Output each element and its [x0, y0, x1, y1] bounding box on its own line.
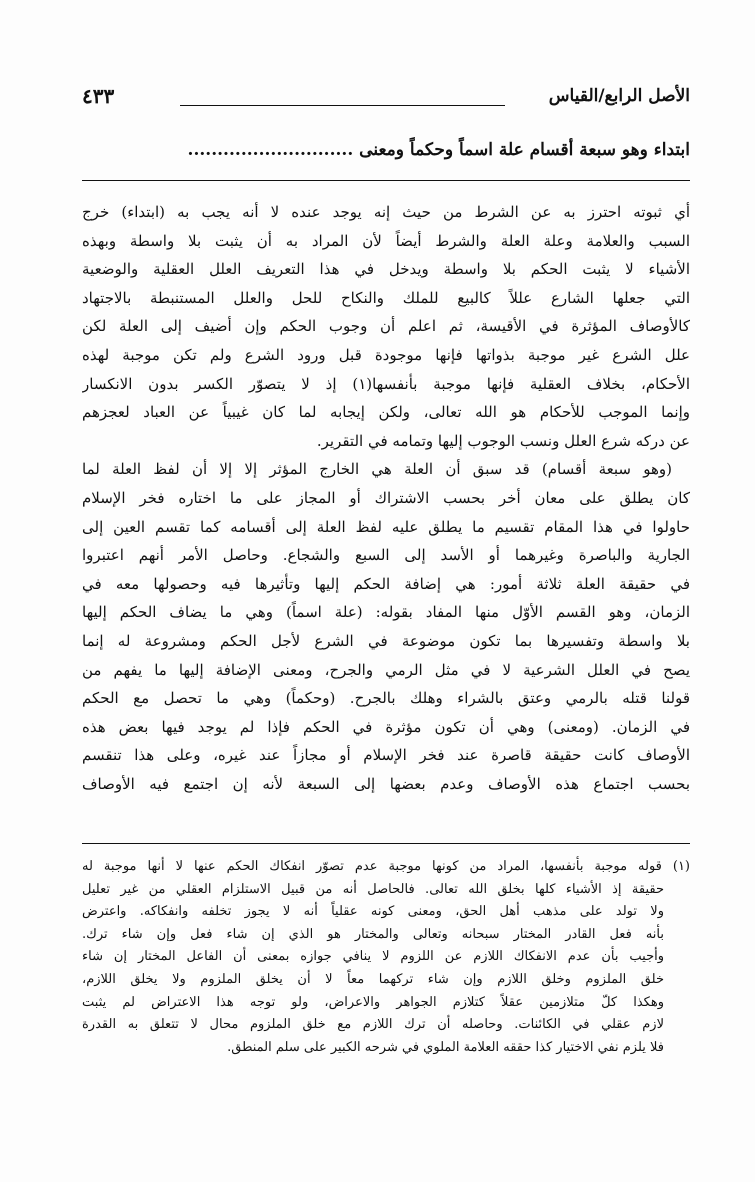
footnote-rule	[82, 843, 690, 844]
header-rule	[180, 105, 505, 106]
body-line: السبب والعلامة وعلة العلة والشرط أيضاً لأن المراد به أن يثبت بلا واسطة وبهذه	[82, 231, 690, 250]
footnote-line: (١) قوله موجبة بأنفسها، المراد من كونها موجبة عدم تصوّر انفكاك الحكم عنها لا أنها موجبة له	[82, 859, 690, 874]
footnote-line: حقيقة إذ الأشياء كلها بخلق الله تعالى. فالحاصل أنه من قبيل الاستلزام العقلي من غير تعليل	[82, 881, 664, 897]
body-line: الأوصاف كانت حقيقة قاصرة عند فخر الإسلام أو مجازاً عند غيره، وعلى هذا تنقسم	[82, 746, 690, 765]
body-line: حاولوا في هذا المقام تقسيم ما يطلق عليه لفظ العلة إلى أقسامه كما تقسم العين إلى	[82, 517, 690, 536]
body-line: بحسب اجتماع هذه الأوصاف وعدم بعضها إلى السبعة لأنه إن اجتمع فيه الأوصاف	[82, 774, 690, 793]
page-number: ٤٣٣	[82, 84, 115, 108]
body-line: قولنا قتله بالرمي وعتق بالشراء وهلك بالجرح. (وحكماً) وهي ما تحصل مع الحكم	[82, 689, 690, 708]
body-line: (وهو سبعة أقسام) قد سبق أن العلة هي الخارج المؤثر إلا إلا أن لفظ العلة لما	[82, 460, 672, 479]
body-line: الأحكام، بخلاف العقلية فإنها موجبة بأنفسها(١) إذ لا يتصوّر الكسر بدون الانكسار	[82, 374, 690, 393]
matn-rule	[82, 180, 690, 181]
body-line: علل الشرع غير موجبة بذواتها فإنها موجودة قبل ورود الشرع ولم تكن موجبة لهذه	[82, 345, 690, 364]
body-line: الزمان، وهو القسم الأوّل منها المفاد بقوله: (علة اسماً) وهي ما يضاف الحكم إليها	[82, 603, 690, 622]
body-line: الجارية والباصرة وغيرهما أو الأسد إلى السبع والشجاع. وحاصل الأمر أنهم اعتبروا	[82, 546, 690, 565]
footnote-line: وهكذا كلّ متلازمين عقلاً كتلازم الجواهر والاعراض، ولو توجه هذا الاعتراض لم يثبت	[82, 994, 664, 1010]
body-line: وإنما الموجب للأحكام هو الله تعالى، ولكن إيجابه لما كان غيبياً عن العباد لعجزهم	[82, 403, 690, 422]
footnote-line: خلق الملزوم وخلق اللازم وإن شاء تركهما معاً لا أن يخلق الملزوم ولا يخلق اللازم،	[82, 971, 664, 987]
footnote-line: ولا تولد على مذهب أهل الحق، ومعنى كونه عقلياً أنه لا يجوز تخلفه وانفكاكه. واعترض	[82, 904, 664, 920]
footnotes	[82, 856, 690, 1059]
footnote-line: وأجيب بأن عدم الانفكاك اللازم عن اللزوم لا ينافي جوازه بمعنى أن الفاعل المختار إن شاء	[82, 949, 664, 965]
body-line: التي جعلها الشارع عللاً كالبيع للملك والنكاح للحل والعلل المستنبطة بالاجتهاد	[82, 288, 690, 307]
running-title: الأصل الرابع/القياس	[548, 86, 690, 106]
body-line: الأشياء لا يثبت الحكم بلا واسطة ويدخل في هذا التعريف العلل العقلية والوضعية	[82, 260, 690, 279]
footnote-line: لازم عقلي في الكائنات. وحاصله أن ترك اللازم مع خلق الملزوم محال لا تتعلق به القدرة	[82, 1017, 664, 1033]
body-line: في حقيقة العلة ثلاثة أمور: هي إضافة الحكم إليها وتأثيرها فيه وحصولها معه في	[82, 574, 690, 593]
body-line: بلا واسطة وتفسيرها بما تكون موضوعة في الشرع لأجل الحكم ومشروعة له إنما	[82, 631, 690, 650]
body-line: أي ثبوته احترز به عن الشرط من حيث إنه يوجد عنده لا أنه يجب به (ابتداء) خرج	[82, 203, 690, 221]
body-line: كالأوصاف المؤثرة في الأقيسة، ثم اعلم أن وجوب الحكم وإن أضيف إلى العلة لكن	[82, 317, 690, 336]
footnote-line: بأنه فعل القادر المختار سبحانه وتعالى والمختار هو الذي إن شاء فعل وإن شاء ترك.	[82, 926, 664, 942]
body-line: عن دركه شرع العلل ونسب الوجوب إليها وتمامه في التقرير.	[316, 431, 690, 450]
page-header	[82, 86, 690, 118]
body-line: كان يطلق على معان أخر بحسب الاشتراك أو المجاز على ما اختاره فخر الإسلام	[82, 488, 690, 507]
commentary-body	[82, 198, 690, 798]
matn-text: ابتداء وهو سبعة أقسام علة اسماً وحكماً ومعنى ............................	[187, 140, 690, 160]
body-line: في الزمان. (ومعنى) وهي أن تكون مؤثرة في الحكم فإذا لم يوجد فيها بعض هذه	[82, 717, 690, 736]
footnote-line: فلا يلزم نفي الاختيار كذا حققه العلامة الملوي في شرحه الكبير على سلم المنطق.	[227, 1039, 664, 1055]
body-line: يصح في العلل الشرعية لا في مثل الرمي والجرح، ومعنى الإضافة إليها ما يفهم من	[82, 660, 690, 679]
